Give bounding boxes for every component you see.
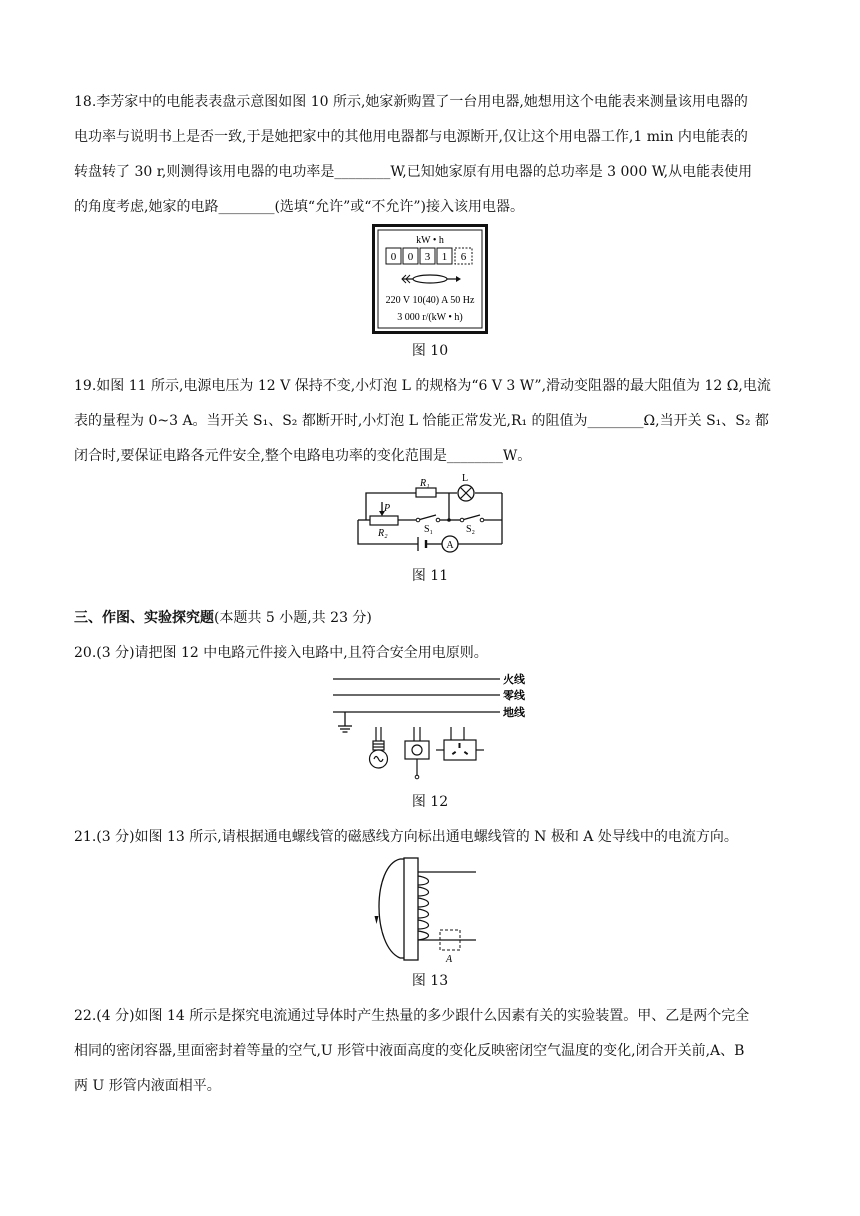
section-3-title: 三、作图、实验探究题 xyxy=(74,610,214,626)
meter-rating-label: 220 V 10(40) A 50 Hz xyxy=(385,295,475,306)
rheostat-r2 xyxy=(370,516,398,525)
ammeter-label: A xyxy=(446,540,454,551)
meter-unit-label: kW • h xyxy=(416,235,444,246)
q20-line-1: 20.(3 分)请把图 12 中电路元件接入电路中,且符合安全用电原则。 xyxy=(74,645,488,661)
meter-decimal-digit: 6 xyxy=(460,251,467,263)
solenoid-coil xyxy=(418,876,429,940)
circuit-figure-11 xyxy=(354,472,514,556)
figure-11-caption: 图 11 xyxy=(411,568,449,584)
q21-line-1: 21.(3 分)如图 13 所示,请根据通电螺线管的磁感线方向标出通电螺线管的 N 极和 A 处导线中的电流方向。 xyxy=(74,829,738,845)
wall-switch-icon xyxy=(405,727,429,776)
meter-digit: 1 xyxy=(441,251,448,263)
section-3-heading xyxy=(74,608,372,628)
electricity-meter-figure xyxy=(372,224,488,334)
lamp-icon xyxy=(458,485,474,501)
label-ground-wire: 地线 xyxy=(503,707,525,719)
label-lamp: L xyxy=(462,473,469,484)
junction-dot xyxy=(447,518,451,522)
meter-digit: 3 xyxy=(424,251,431,263)
q22-line-3: 两 U 形管内液面相平。 xyxy=(74,1078,221,1094)
label-s2: S₂ xyxy=(466,524,476,535)
q22-line-1: 22.(4 分)如图 14 所示是探究电流通过导体时产生热量的多少跟什么因素有关的实验装置。甲、乙是两个完全 xyxy=(74,1008,750,1024)
q22-line-2: 相同的密闭容器,里面密封着等量的空气,U 形管中液面高度的变化反映密闭空气温度的变化,闭合开关前,A、B xyxy=(74,1043,745,1059)
meter-constant-label: 3 000 r/(kW • h) xyxy=(397,312,463,323)
figure-10-caption: 图 10 xyxy=(411,343,449,359)
section-3-note: (本题共 5 小题,共 23 分) xyxy=(214,610,372,626)
label-neutral-wire: 零线 xyxy=(503,690,525,702)
solenoid-figure xyxy=(372,854,488,966)
q19-line-1: 19.如图 11 所示,电源电压为 12 V 保持不变,小灯泡 L 的规格为“6 V 3 W”,滑动变阻器的最大阻值为 12 Ω,电流 xyxy=(74,378,771,394)
q18-line-1: 18.李芳家中的电能表表盘示意图如图 10 所示,她家新购置了一台用电器,她想用这个电能表来测量该用电器的 xyxy=(74,94,748,110)
solenoid-core xyxy=(404,858,418,960)
switch-s2-contact xyxy=(480,518,484,522)
switch-s2-contact xyxy=(460,518,464,522)
field-line xyxy=(379,859,400,958)
label-s1: S₁ xyxy=(424,524,434,535)
label-r2: R₂ xyxy=(378,528,388,539)
meter-digit: 0 xyxy=(407,251,414,263)
q18-line-2: 电功率与说明书上是否一致,于是她把家中的其他用电器都与电源断开,仅让这个用电器工作,1 min 内电能表的 xyxy=(74,129,748,145)
field-arrow-icon xyxy=(375,916,379,924)
label-r1: R₁ xyxy=(420,478,430,489)
switch-s1-contact xyxy=(416,518,420,522)
household-wiring-figure xyxy=(328,669,532,785)
q18-line-3: 转盘转了 30 r,则测得该用电器的电功率是________W,已知她家原有用电器的总功率是 3 000 W,从电能表使用 xyxy=(74,164,753,180)
figure-12-caption: 图 12 xyxy=(411,794,449,810)
battery-icon xyxy=(418,537,426,551)
figure-13-caption: 图 13 xyxy=(411,973,449,989)
q18-line-4: 的角度考虑,她家的电路________(选填“允许”或“不允许”)接入该用电器。 xyxy=(74,199,525,215)
resistor-r1 xyxy=(416,488,436,497)
q19-line-2: 表的量程为 0~3 A。当开关 S₁、S₂ 都断开时,小灯泡 L 恰能正常发光,R₁ 的阻值为________Ω,当开关 S₁、S₂ 都 xyxy=(74,413,769,429)
q19-line-3: 闭合时,要保证电路各元件安全,整个电路电功率的变化范围是________W。 xyxy=(74,448,532,464)
light-bulb-icon xyxy=(370,727,388,768)
switch-s1-contact xyxy=(436,518,440,522)
meter-digit: 0 xyxy=(390,251,397,263)
label-live-wire: 火线 xyxy=(503,674,525,686)
label-p: P xyxy=(384,503,391,514)
label-a: A xyxy=(446,954,453,965)
switch-terminal xyxy=(415,775,419,779)
